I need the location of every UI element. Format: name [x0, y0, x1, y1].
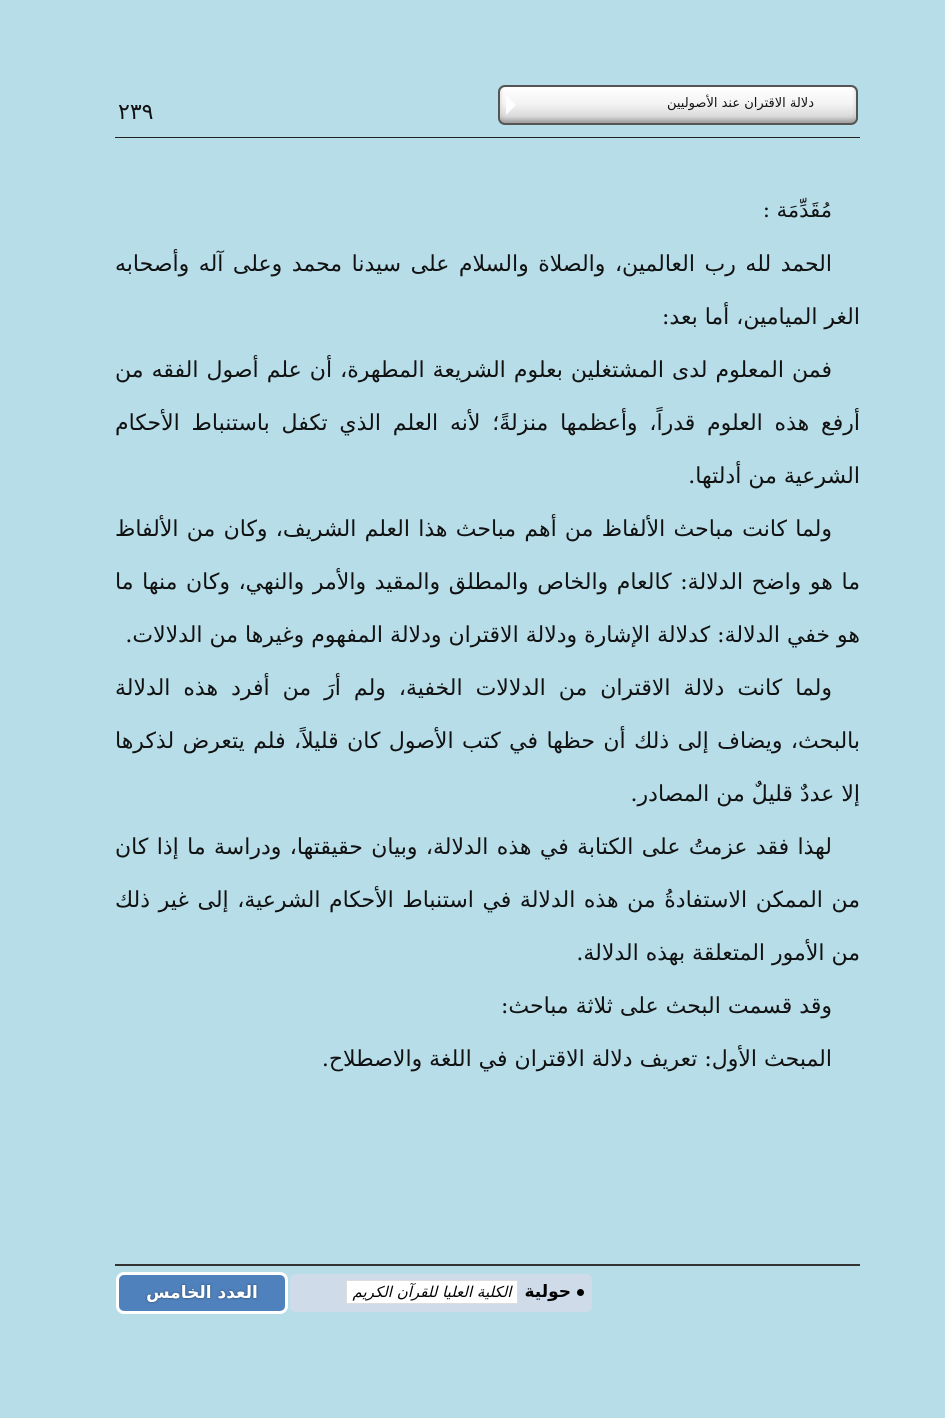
- paragraph-opening: الحمد لله رب العالمين، والصلاة والسلام على سيدنا محمد وعلى آله وأصحابه الغر الميامين، أما بعد:: [115, 252, 860, 330]
- issue-badge: العدد الخامس: [116, 1272, 288, 1314]
- bullet-icon: [577, 1289, 584, 1296]
- footer-divider: [115, 1264, 860, 1266]
- header-divider: [115, 137, 860, 138]
- footer-journal: [346, 1280, 584, 1304]
- footer-journal-band: [290, 1274, 592, 1312]
- paragraph-iqtiran-rationale: ولما كانت دلالة الاقتران من الدلالات الخفية، ولم أرَ من أفرد هذه الدلالة بالبحث، ويضاف إلى ذلك أن حظها في كتب الأصول كان قليلاً، فلم يتعرض لذكرها إلا عددٌ قليلٌ من المصادر.: [115, 676, 860, 807]
- paragraph-first-section: المبحث الأول: تعريف دلالة الاقتران في اللغة والاصطلاح.: [321, 1047, 832, 1072]
- paragraph-structure: وقد قسمت البحث على ثلاثة مباحث:: [500, 994, 832, 1019]
- running-head-box: [498, 85, 858, 125]
- paragraph-lafz-topics: ولما كانت مباحث الألفاظ من أهم مباحث هذا العلم الشريف، وكان من الألفاظ ما هو واضح الدلالة: كالعام والخاص والمطلق والمقيد والأمر والنهي، وكان منها ما هو خفي الدلالة: كدلالة الإشارة ودلالة الاقتران ودلالة المفهوم وغيرها من الدلالات.: [115, 517, 860, 648]
- paragraph-purpose: لهذا فقد عزمتُ على الكتابة في هذه الدلالة، وبيان حقيقتها، ودراسة ما إذا كان من الممكن الاستفادةُ من هذه الدلالة في استنباط الأحكام الشرعية، إلى غير ذلك من الأمور المتعلقة بهذه الدلالة.: [115, 835, 860, 966]
- college-calligraphy-logo: الكلية العليا للقرآن الكريم: [346, 1280, 519, 1304]
- running-head-title: دلالة الاقتران عند الأصوليين: [666, 96, 814, 111]
- section-heading: مُقَدِّمَة :: [762, 198, 832, 222]
- page-number: ٢٣٩: [118, 100, 154, 125]
- article-body: [115, 185, 860, 1086]
- journal-prefix: حولية: [524, 1282, 571, 1302]
- paragraph-importance: فمن المعلوم لدى المشتغلين بعلوم الشريعة المطهرة، أن علم أصول الفقه من أرفع هذه العلوم قدراً، وأعظمها منزلةً؛ لأنه العلم الذي تكفل باستنباط الأحكام الشرعية من أدلتها.: [115, 358, 860, 489]
